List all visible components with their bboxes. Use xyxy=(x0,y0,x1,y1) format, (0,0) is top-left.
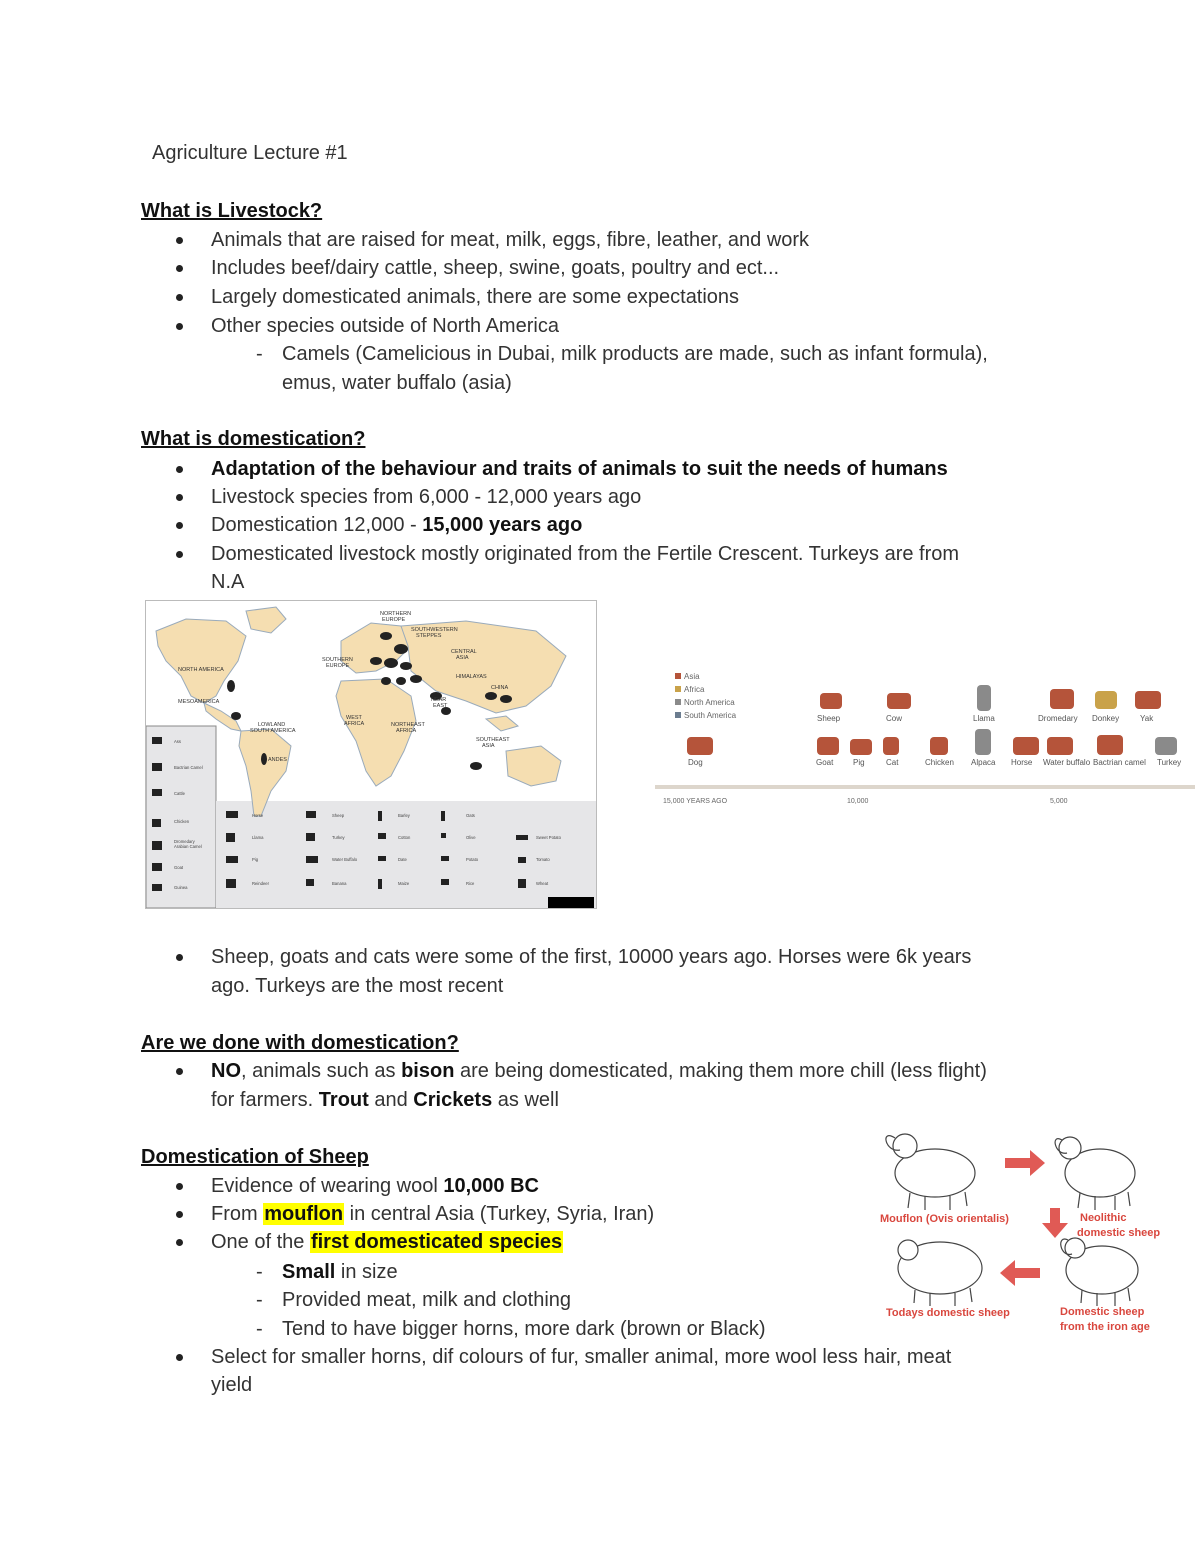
svg-text:North America: North America xyxy=(684,698,735,707)
dash-item: - Camels (Camelicious in Dubai, milk products are made, such as infant formula), xyxy=(256,343,988,365)
svg-text:Cotton: Cotton xyxy=(398,835,411,840)
svg-text:from the iron age: from the iron age xyxy=(1060,1321,1150,1333)
heading-done-domestication: Are we done with domestication? xyxy=(141,1032,459,1054)
svg-text:NEAR: NEAR xyxy=(431,697,447,703)
domestication-timeline xyxy=(655,665,1195,815)
svg-text:Llama: Llama xyxy=(973,714,995,723)
dash-item: - Provided meat, milk and clothing xyxy=(256,1289,572,1311)
svg-text:SOUTH AMERICA: SOUTH AMERICA xyxy=(250,728,296,734)
svg-text:15,000 YEARS AGO: 15,000 YEARS AGO xyxy=(663,798,728,805)
heading-sheep: Domestication of Sheep xyxy=(141,1146,369,1168)
svg-text:Yak: Yak xyxy=(1140,714,1154,723)
svg-text:Sheep: Sheep xyxy=(817,714,841,723)
svg-text:HIMALAYAS: HIMALAYAS xyxy=(456,674,487,680)
svg-text:Dromedary: Dromedary xyxy=(174,839,195,844)
heading-domestication: What is domestication? xyxy=(141,428,366,450)
svg-text:Date: Date xyxy=(398,857,407,862)
svg-text:Horse: Horse xyxy=(1011,758,1033,767)
svg-text:Turkey: Turkey xyxy=(1157,758,1182,767)
heading-livestock: What is Livestock? xyxy=(141,200,323,222)
svg-text:Goat: Goat xyxy=(174,865,184,870)
svg-text:10,000: 10,000 xyxy=(847,798,869,805)
svg-text:Water Buffalo: Water Buffalo xyxy=(332,857,358,862)
svg-text:EUROPE: EUROPE xyxy=(326,663,350,669)
svg-text:NORTH AMERICA: NORTH AMERICA xyxy=(178,667,224,673)
svg-text:AFRICA: AFRICA xyxy=(344,721,365,727)
svg-text:Tomato: Tomato xyxy=(536,857,550,862)
svg-text:Turkey: Turkey xyxy=(332,835,345,840)
svg-text:Pig: Pig xyxy=(252,857,259,862)
svg-text:ANDES: ANDES xyxy=(268,757,287,763)
svg-text:Donkey: Donkey xyxy=(1092,714,1120,723)
doc-title: Agriculture Lecture #1 xyxy=(152,142,348,164)
svg-text:Sheep: Sheep xyxy=(332,813,345,818)
svg-text:Potato: Potato xyxy=(466,857,479,862)
svg-text:LOWLAND: LOWLAND xyxy=(258,722,286,728)
dash-item: - Tend to have bigger horns, more dark (brown or Black) xyxy=(256,1318,766,1340)
svg-text:Arabian Camel: Arabian Camel xyxy=(174,844,202,849)
svg-text:Oats: Oats xyxy=(466,813,475,818)
svg-text:SOUTHEAST: SOUTHEAST xyxy=(476,737,510,743)
svg-text:Cattle: Cattle xyxy=(174,791,185,796)
svg-text:ASIA: ASIA xyxy=(482,743,495,749)
svg-text:Domestic sheep: Domestic sheep xyxy=(1060,1306,1145,1318)
svg-text:EAST: EAST xyxy=(433,703,448,709)
svg-text:5,000: 5,000 xyxy=(1050,798,1068,805)
svg-text:Llama: Llama xyxy=(252,835,264,840)
svg-text:SOUTHWESTERN: SOUTHWESTERN xyxy=(411,627,458,633)
timeline-svg xyxy=(655,665,1195,815)
svg-text:Pig: Pig xyxy=(853,758,865,767)
dash-item: - Small in size xyxy=(256,1261,398,1283)
svg-text:Asia: Asia xyxy=(684,672,700,681)
svg-text:Rice: Rice xyxy=(466,881,475,886)
svg-text:AFRICA: AFRICA xyxy=(396,728,417,734)
svg-text:Bactrian Camel: Bactrian Camel xyxy=(174,765,203,770)
svg-text:Dog: Dog xyxy=(688,758,703,767)
svg-text:Chicken: Chicken xyxy=(925,758,954,767)
world-domestication-map xyxy=(145,600,597,909)
document-page: Agriculture Lecture #1 What is Livestock? Animals that are raised for meat, milk, eggs, fibre, leather, and work Includes beef/dairy cattle, sheep, swine, goats, poultry and ect... Largely domesticated animals, there are some expectations Other species outside of North America - Camels (Camelicious in Dubai, milk products are made, such as infant formula), emus, water buffalo (asia) What is domestication? Adaptation of the behaviour and traits of animals to suit the needs of humans Livestock species from 6,000 - 12,000 years ago Domestication 12,000 - 15,000 years ago Domesticated livestock mostly originated from the Fertile Crescent. Turkeys are from N.A NORTHERN EUROPE SOUTHWESTERN STEPPES CENTRAL ASIA SOUTHERN EUROPE NORTH AMERICA HIMALAYAS CHINA NEAR EAST MESOAMERICA WEST AFRICA NORTHEAST AFRICA LOWLAND SOUTH AMERICA SOUTHEAST ASIA ANDES Ass Bactrian Camel Cattle Chicken Dromedary Arabian Camel Goat Guinea Horse Llama Pig Reindeer Sheep Turkey Water Buffalo Banana Barley Cotton Date Maize Oats Olive Potato Rice Sweet Potato Tomato Wheat Asia Africa North America South America Sheep Cow Llama Dromedary Donkey Yak Dog Goat Pig Cat Chicken Alpaca Horse Water buffalo Bactrian camel Turkey 15,000 YEARS AGO 10,000 5,000 Sheep, goats and cats were some of the first, 10000 years ago. Horses were 6k years ago. Turkeys are the most recent Are we done with domestication? NO, animals such as bison are being domesticated, making them more chill (less flight) for farmers. Trout and Crickets as well Domestication of Sheep Evidence of wearing wool 10,000 BC From mouflon in central Asia (Turkey, Syria, Iran) One of the first domesticated species - Small in size - Provided meat, milk and clothing - Tend to have bigger horns, more dark (brown or Black) Select for smaller horns, dif colours of fur, smaller animal, more wool less hair, meat yield Mouflon (Ovis orientalis) Neolithic domestic sheep Todays domestic sheep Domestic sheep from the iron age xyxy=(0,0,1200,1553)
svg-text:Bactrian camel: Bactrian camel xyxy=(1093,758,1146,767)
svg-text:SOUTHERN: SOUTHERN xyxy=(322,657,353,663)
svg-text:Banana: Banana xyxy=(332,881,347,886)
svg-text:Sweet Potato: Sweet Potato xyxy=(536,835,561,840)
svg-text:Chicken: Chicken xyxy=(174,819,190,824)
svg-text:MESOAMERICA: MESOAMERICA xyxy=(178,699,220,705)
svg-text:WEST: WEST xyxy=(346,715,362,721)
sheep-svg xyxy=(870,1118,1185,1348)
svg-text:Cow: Cow xyxy=(886,714,903,723)
svg-text:CHINA: CHINA xyxy=(491,685,509,691)
svg-text:Maize: Maize xyxy=(398,881,410,886)
svg-text:Guinea: Guinea xyxy=(174,885,188,890)
svg-text:Todays domestic sheep: Todays domestic sheep xyxy=(886,1307,1010,1319)
svg-text:Neolithic: Neolithic xyxy=(1080,1212,1127,1224)
svg-text:Cat: Cat xyxy=(886,758,899,767)
svg-text:CENTRAL: CENTRAL xyxy=(451,649,477,655)
svg-text:Mouflon (Ovis orientalis): Mouflon (Ovis orientalis) xyxy=(880,1213,1009,1225)
sheep-domestication-figure xyxy=(870,1118,1185,1348)
svg-text:NORTHERN: NORTHERN xyxy=(380,611,412,617)
svg-text:Barley: Barley xyxy=(398,813,410,818)
svg-text:STEPPES: STEPPES xyxy=(416,633,442,639)
svg-text:ASIA: ASIA xyxy=(456,655,469,661)
svg-text:domestic sheep: domestic sheep xyxy=(1077,1227,1161,1239)
svg-text:EUROPE: EUROPE xyxy=(382,617,406,623)
svg-text:Wheat: Wheat xyxy=(536,881,549,886)
svg-text:Ass: Ass xyxy=(174,739,181,744)
svg-text:Water buffalo: Water buffalo xyxy=(1043,758,1091,767)
map-svg xyxy=(146,601,596,908)
svg-text:Reindeer: Reindeer xyxy=(252,881,269,886)
svg-text:Dromedary: Dromedary xyxy=(1038,714,1078,723)
svg-text:Africa: Africa xyxy=(684,685,705,694)
svg-text:Horse: Horse xyxy=(252,813,264,818)
svg-text:Goat: Goat xyxy=(816,758,834,767)
svg-text:Alpaca: Alpaca xyxy=(971,758,996,767)
svg-text:NORTHEAST: NORTHEAST xyxy=(391,722,425,728)
svg-text:Olive: Olive xyxy=(466,835,476,840)
svg-text:South America: South America xyxy=(684,711,737,720)
